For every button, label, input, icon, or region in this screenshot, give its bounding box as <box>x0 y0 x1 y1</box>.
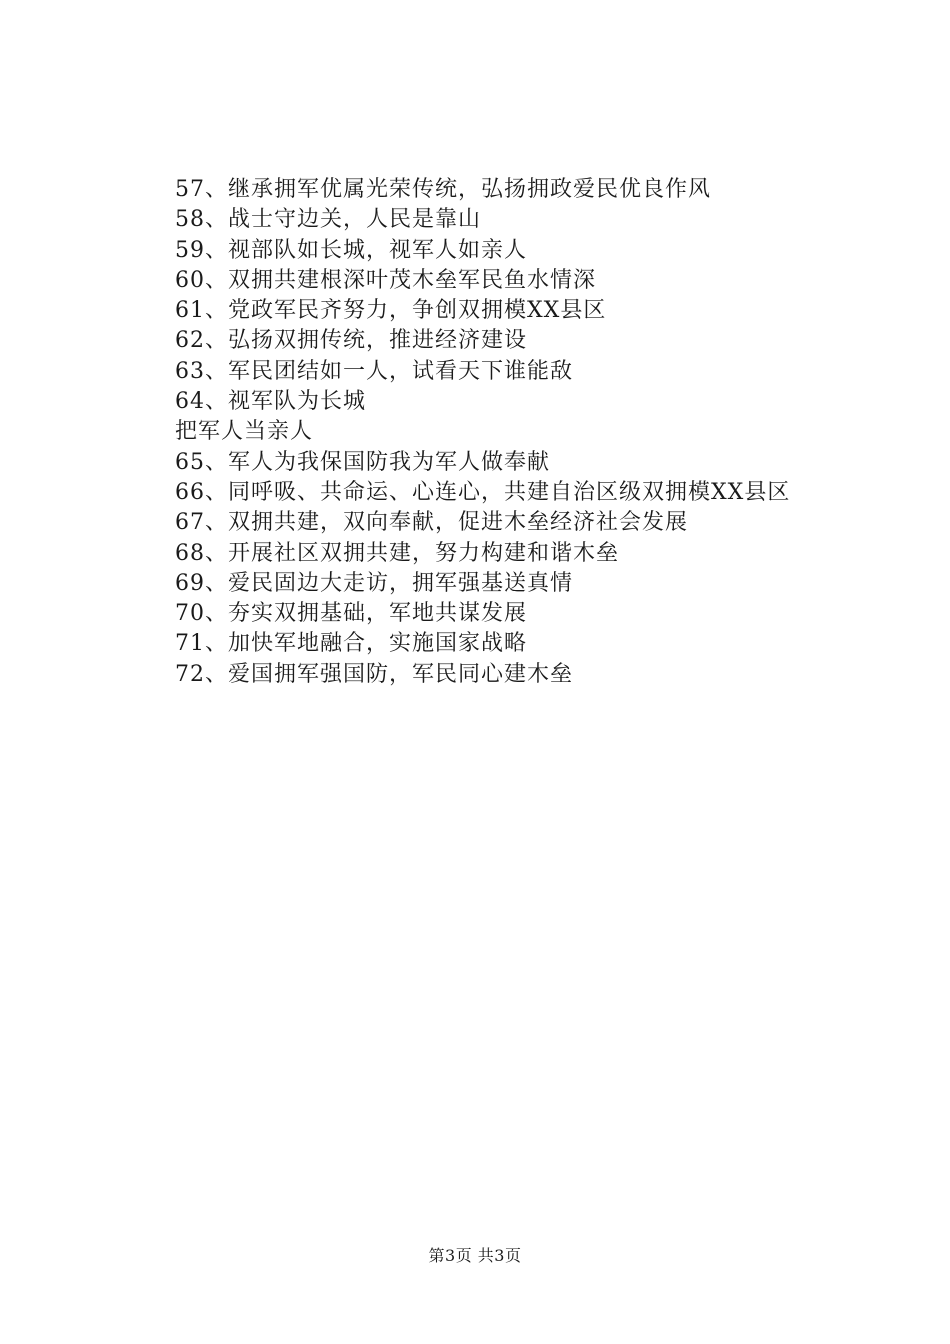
slogan-line: 66、同呼吸、共命运、心连心，共建自治区级双拥模XX县区 <box>175 479 791 505</box>
slogan-line: 57、继承拥军优属光荣传统，弘扬拥政爱民优良作风 <box>175 177 711 202</box>
slogan-line: 61、党政军民齐努力，争创双拥模XX县区 <box>175 298 607 324</box>
slogan-line: 63、军民团结如一人，试看天下谁能敌 <box>175 358 573 384</box>
slogan-line: 65、军人为我保国防我为军人做奉献 <box>175 449 550 475</box>
slogan-line: 把军人当亲人 <box>175 419 314 445</box>
slogan-line: 70、夯实双拥基础，军地共谋发展 <box>175 601 527 627</box>
slogan-line: 67、双拥共建，双向奉献，促进木垒经济社会发展 <box>175 510 688 536</box>
slogan-line: 72、爱国拥军强国防，军民同心建木垒 <box>175 661 573 687</box>
slogan-list <box>131 175 831 690</box>
slogan-line: 60、双拥共建根深叶茂木垒军民鱼水情深 <box>175 267 596 293</box>
slogan-line: 69、爱民固边大走访，拥军强基送真情 <box>175 570 573 596</box>
slogan-line: 64、视军队为长城 <box>175 389 366 415</box>
slogan-line: 71、加快军地融合，实施国家战略 <box>175 631 527 657</box>
slogan-line: 62、弘扬双拥传统，推进经济建设 <box>175 328 527 354</box>
page-footer: 第3页 共3页 <box>428 1246 522 1265</box>
slogan-line: 59、视部队如长城，视军人如亲人 <box>175 237 527 263</box>
slogan-line: 68、开展社区双拥共建，努力构建和谐木垒 <box>175 540 619 566</box>
slogan-line: 58、战士守边关，人民是靠山 <box>175 207 481 233</box>
